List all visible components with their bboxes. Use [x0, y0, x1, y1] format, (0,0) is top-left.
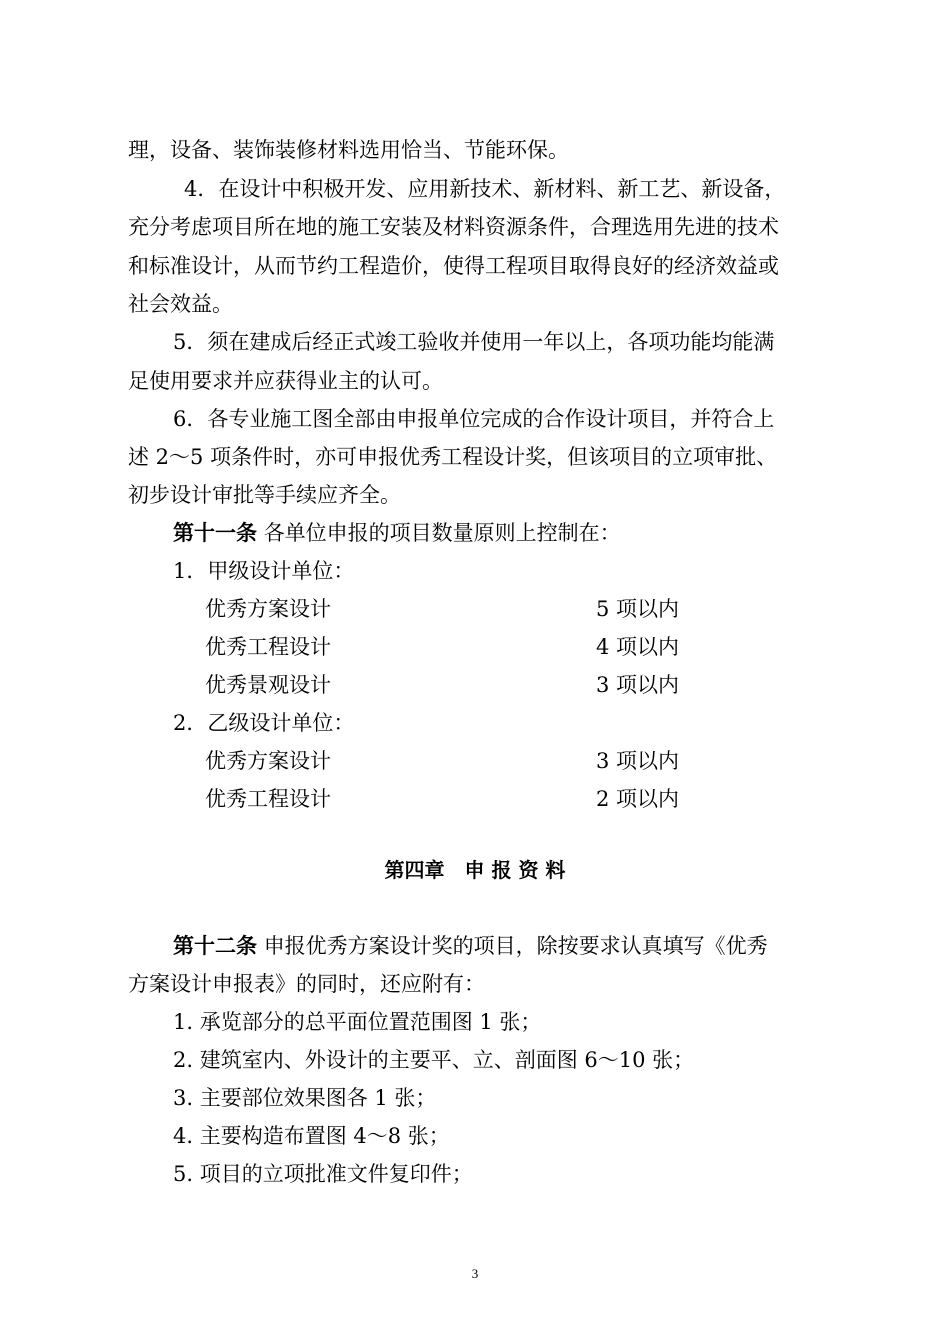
- paragraph-line: 述 2～5 项条件时，亦可申报优秀工程设计奖，但该项目的立项审批、: [128, 445, 778, 469]
- paragraph-line: 和标准设计，从而节约工程造价，使得工程项目取得良好的经济效益或: [128, 254, 779, 278]
- paragraph-line: 5．须在建成后经正式竣工验收并使用一年以上，各项功能均能满: [173, 330, 775, 354]
- chapter-title: 第四章 申 报 资 料: [384, 858, 566, 882]
- quota-item-name: 优秀工程设计: [205, 635, 331, 659]
- paragraph-line: 理，设备、装饰装修材料选用恰当、节能环保。: [128, 138, 569, 162]
- quota-item-name: 优秀方案设计: [205, 597, 331, 621]
- list-item: 3. 主要部位效果图各 1 张；: [173, 1086, 437, 1110]
- quota-item-limit: 5 项以内: [596, 597, 680, 621]
- article-text: 各单位申报的项目数量原则上控制在：: [263, 521, 621, 545]
- quota-item-limit: 2 项以内: [596, 787, 680, 811]
- paragraph-line: 充分考虑项目所在地的施工安装及材料资源条件，合理选用先进的技术: [128, 215, 779, 239]
- paragraph-line: 4．在设计中积极开发、应用新技术、新材料、新工艺、新设备，: [184, 177, 786, 201]
- page-number: 3: [471, 1266, 479, 1281]
- list-item: 1. 承览部分的总平面位置范围图 1 张；: [173, 1010, 542, 1034]
- paragraph-line: 方案设计申报表》的同时，还应附有：: [128, 972, 485, 996]
- paragraph-line: 6．各专业施工图全部由申报单位完成的合作设计项目，并符合上: [173, 407, 775, 431]
- article-heading: 第十一条: [173, 520, 257, 545]
- article-heading: 第十二条: [173, 933, 257, 958]
- quota-item-limit: 3 项以内: [596, 749, 680, 773]
- quota-item-name: 优秀景观设计: [205, 673, 331, 697]
- article-12: [173, 932, 768, 960]
- quota-item-limit: 3 项以内: [596, 673, 680, 697]
- paragraph-line: 初步设计审批等手续应齐全。: [128, 483, 401, 507]
- article-text: 申报优秀方案设计奖的项目，除按要求认真填写《优秀: [263, 934, 768, 958]
- quota-item-name: 优秀工程设计: [205, 787, 331, 811]
- quota-item-limit: 4 项以内: [596, 635, 680, 659]
- group-label: 1．甲级设计单位：: [173, 559, 355, 583]
- list-item: 5. 项目的立项批准文件复印件；: [173, 1162, 473, 1186]
- group-label: 2．乙级设计单位：: [173, 711, 355, 735]
- paragraph-line: 足使用要求并应获得业主的认可。: [128, 369, 443, 393]
- quota-item-name: 优秀方案设计: [205, 749, 331, 773]
- article-11: [173, 519, 621, 547]
- list-item: 4. 主要构造布置图 4～8 张；: [173, 1124, 450, 1148]
- paragraph-line: 社会效益。: [128, 292, 233, 316]
- list-item: 2. 建筑室内、外设计的主要平、立、剖面图 6～10 张；: [173, 1048, 695, 1072]
